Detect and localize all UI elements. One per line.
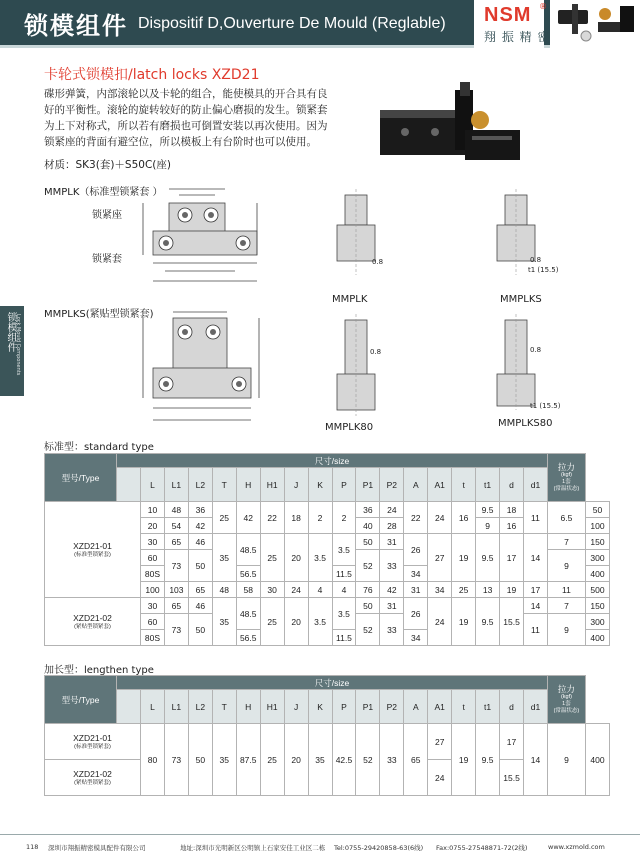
product-photo xyxy=(360,80,530,175)
table-cell: 50 xyxy=(188,724,212,796)
header-title-fr: Dispositif D,Ouverture De Mould (Reglable) xyxy=(138,15,446,32)
col-header-h1: H1 xyxy=(260,690,284,724)
table-cell: 31 xyxy=(380,598,404,614)
table-cell: 19 xyxy=(500,582,524,598)
col-header-k: K xyxy=(308,690,332,724)
force-cell: 400 xyxy=(585,630,609,646)
type-header: 型号/Type xyxy=(45,676,117,724)
table-cell: 15.5 xyxy=(500,760,524,796)
col-header-t: T xyxy=(212,690,236,724)
table-cell: 27 xyxy=(428,724,452,760)
col-header-l2: L2 xyxy=(188,468,212,502)
dim-t1-155-a: t1 (15.5) xyxy=(528,266,559,274)
table-cell: 18 xyxy=(284,502,308,534)
table-cell: 56.5 xyxy=(236,630,260,646)
dim-08-a: 0.8 xyxy=(372,258,384,266)
table-cell: 9 xyxy=(547,550,585,582)
table-cell: 36 xyxy=(188,502,212,518)
table-cell: 80S xyxy=(141,630,165,646)
table2-title: 加长型：lengthen type xyxy=(44,665,154,676)
table-cell: 9.5 xyxy=(476,598,500,646)
force-cell: 100 xyxy=(585,518,609,534)
table-cell: 25 xyxy=(260,724,284,796)
side-tab-en: Lock Mould Components xyxy=(15,314,21,376)
table-cell: 60 xyxy=(141,614,165,630)
table-row xyxy=(45,724,610,760)
table-cell: 3.5 xyxy=(308,598,332,646)
table-cell: 46 xyxy=(188,598,212,614)
registered-mark: ® xyxy=(539,2,547,11)
table-cell: 24 xyxy=(428,502,452,534)
table-cell: 80 xyxy=(141,724,165,796)
col-header-p: P xyxy=(332,468,356,502)
table-cell: 25 xyxy=(452,582,476,598)
table-cell: 24 xyxy=(380,502,404,518)
table-cell: 65 xyxy=(404,724,428,796)
material-note: 材质：SK3(套)＋S50C(座) xyxy=(44,159,171,171)
size-header: 尺寸/size xyxy=(117,454,548,468)
table-cell: 50 xyxy=(188,550,212,582)
table-cell: 14 xyxy=(524,724,548,796)
table-cell: 48.5 xyxy=(236,534,260,566)
table-cell: 73 xyxy=(164,724,188,796)
table-cell: 52 xyxy=(356,550,380,582)
col-header-h: H xyxy=(236,468,260,502)
mmplk-label: MMPLK（标准型锁紧套 ） xyxy=(44,187,163,198)
table-cell: 9 xyxy=(547,614,585,646)
table-cell: 9.5 xyxy=(476,502,500,518)
table-cell: 33 xyxy=(380,550,404,582)
callout-lock-sleeve: 锁紧套 xyxy=(92,254,122,265)
product-description: 碟形弹簧，内部滚轮以及卡轮的组合，能使模具的开合具有良好的平衡性。滚轮的旋转较好的防止偏心磨损的发生。锁紧套为上下对称式，所以若有磨损也可倒置安装以再次使用。因为锁紧座的背面有避空位，所以模板上有台阶时也可以使用。 xyxy=(44,88,328,148)
caption-mmplk80: MMPLK80 xyxy=(325,422,374,433)
section-title: 卡轮式锁模扣/latch locks XZD21 xyxy=(44,67,260,83)
blank-col-header xyxy=(117,468,141,502)
page-footer xyxy=(0,834,640,864)
table-cell: 30 xyxy=(141,598,165,614)
col-header-t: T xyxy=(212,468,236,502)
col-header-h1: H1 xyxy=(260,468,284,502)
table-cell: 11 xyxy=(524,614,548,646)
table-cell: 73 xyxy=(164,614,188,646)
table-cell: 14 xyxy=(524,598,548,614)
caption-mmplks80: MMPLKS80 xyxy=(498,418,553,429)
footer-company: 深圳市翔振精密模具配件有限公司 xyxy=(48,844,146,852)
table-cell: 60 xyxy=(141,550,165,566)
header-title-cn: 锁模组件 xyxy=(24,12,128,40)
footer-fax: Fax:0755-27548871-72(2线) xyxy=(436,844,528,852)
table-cell: 13 xyxy=(476,582,500,598)
table-cell: 42 xyxy=(380,582,404,598)
table-cell: 4 xyxy=(308,582,332,598)
col-header-p1: P1 xyxy=(356,690,380,724)
table-cell: 22 xyxy=(404,502,428,534)
table-cell: 80S xyxy=(141,566,165,582)
table-cell: 50 xyxy=(356,598,380,614)
side-category-tab[interactable] xyxy=(0,306,24,396)
table-cell: 18 xyxy=(500,502,524,518)
table-cell: 34 xyxy=(404,566,428,582)
table-cell: 33 xyxy=(380,614,404,646)
table-cell: 17 xyxy=(500,724,524,760)
table-cell: 20 xyxy=(284,598,308,646)
table-cell: 52 xyxy=(356,614,380,646)
footer-website[interactable]: www.xzmold.com xyxy=(548,843,605,851)
table-cell: 30 xyxy=(141,534,165,550)
dim-08-d: 0.8 xyxy=(530,346,542,354)
table-cell: 56.5 xyxy=(236,566,260,582)
col-header-t1: t1 xyxy=(476,468,500,502)
table-cell: 24 xyxy=(284,582,308,598)
footer-address: 地址:深圳市光明新区公明镇上石家安佳工业区二栋 xyxy=(180,844,326,852)
col-header-j: J xyxy=(284,468,308,502)
table-cell: 7 xyxy=(547,534,585,550)
table-cell: 24 xyxy=(428,760,452,796)
table-cell: 9 xyxy=(476,518,500,534)
caption-mmplk: MMPLK xyxy=(332,294,368,305)
col-header-d: d xyxy=(500,468,524,502)
table-cell: 11.5 xyxy=(332,630,356,646)
col-header-a: A xyxy=(404,690,428,724)
table-cell: 19 xyxy=(452,534,476,582)
type-header: 型号/Type xyxy=(45,454,117,502)
table-cell: 31 xyxy=(404,582,428,598)
col-header-t: t xyxy=(452,468,476,502)
mmplks-front-drawing xyxy=(135,308,265,433)
table-cell: 25 xyxy=(260,534,284,582)
table-cell: 7 xyxy=(547,598,585,614)
mmplks80-side-drawing xyxy=(485,310,545,415)
table-cell: 34 xyxy=(404,630,428,646)
col-header-p: P xyxy=(332,690,356,724)
type-cell: XZD21-02 (紧贴型锁紧套) xyxy=(45,760,141,796)
table-cell: 3.5 xyxy=(332,598,356,630)
table-cell: 26 xyxy=(404,598,428,630)
col-header-a: A xyxy=(404,468,428,502)
table-cell: 6.5 xyxy=(547,502,585,534)
type-cell: XZD21-02 (紧贴型锁紧套) xyxy=(45,598,141,646)
mmplk80-side-drawing xyxy=(325,310,385,420)
table-cell: 24 xyxy=(428,598,452,646)
table-cell: 2 xyxy=(308,502,332,534)
table-cell: 11 xyxy=(524,502,548,534)
callout-lock-seat: 锁紧座 xyxy=(92,210,122,221)
col-header-a1: A1 xyxy=(428,468,452,502)
col-header-d1: d1 xyxy=(524,468,548,502)
side-tab-cn: 锁模组件 xyxy=(5,312,16,352)
table-cell: 25 xyxy=(260,598,284,646)
force-cell: 400 xyxy=(585,566,609,582)
dim-08-b: 0.8 xyxy=(530,256,542,264)
brand-logo: NSM xyxy=(484,4,532,26)
table-cell: 50 xyxy=(356,534,380,550)
page-number: 118 xyxy=(26,843,39,851)
force-header: 拉力 (kgf) 1套 (常温状态) xyxy=(547,676,585,724)
table-cell: 40 xyxy=(356,518,380,534)
mmplks-label: MMPLKS(紧贴型锁紧套) xyxy=(44,309,154,320)
col-header-j: J xyxy=(284,690,308,724)
footer-tel: Tel:0755-29420858-63(6线) xyxy=(334,844,424,852)
table-cell: 36 xyxy=(356,502,380,518)
col-header-p2: P2 xyxy=(380,468,404,502)
table-cell: 20 xyxy=(284,534,308,582)
table-cell: 33 xyxy=(380,724,404,796)
table-cell: 22 xyxy=(260,502,284,534)
col-header-l: L xyxy=(141,468,165,502)
table-cell: 65 xyxy=(188,582,212,598)
table-cell: 58 xyxy=(236,582,260,598)
table-cell: 20 xyxy=(284,724,308,796)
table-cell: 9 xyxy=(547,724,585,796)
table-cell: 27 xyxy=(428,534,452,582)
col-header-a1: A1 xyxy=(428,690,452,724)
mmplk-front-drawing xyxy=(135,185,265,293)
col-header-t: t xyxy=(452,690,476,724)
standard-spec-table xyxy=(44,453,610,646)
col-header-t1: t1 xyxy=(476,690,500,724)
col-header-l: L xyxy=(141,690,165,724)
col-header-l1: L1 xyxy=(164,468,188,502)
table-cell: 14 xyxy=(524,534,548,582)
table-cell: 46 xyxy=(188,534,212,550)
table-cell: 42 xyxy=(236,502,260,534)
table-cell: 20 xyxy=(141,518,165,534)
col-header-h: H xyxy=(236,690,260,724)
force-cell: 300 xyxy=(585,614,609,630)
table-cell: 73 xyxy=(164,550,188,582)
table-cell: 35 xyxy=(212,598,236,646)
table-cell: 17 xyxy=(524,582,548,598)
table-cell: 76 xyxy=(356,582,380,598)
table-cell: 65 xyxy=(164,598,188,614)
lengthen-spec-table xyxy=(44,675,610,796)
type-cell: XZD21-01 (标准型锁紧套) xyxy=(45,724,141,760)
size-header: 尺寸/size xyxy=(117,676,548,690)
table-cell: 10 xyxy=(141,502,165,518)
table-cell: 34 xyxy=(428,582,452,598)
col-header-d1: d1 xyxy=(524,690,548,724)
table-cell: 31 xyxy=(380,534,404,550)
table-row xyxy=(45,502,610,518)
force-cell: 150 xyxy=(585,598,609,614)
table-cell: 48.5 xyxy=(236,598,260,630)
table-cell: 42.5 xyxy=(332,724,356,796)
table-cell: 11 xyxy=(547,582,585,598)
force-header: 拉力 (kgf) 1套 (常温状态) xyxy=(547,454,585,502)
table-cell: 87.5 xyxy=(236,724,260,796)
force-cell: 400 xyxy=(585,724,609,796)
force-cell: 500 xyxy=(585,582,609,598)
table-cell: 52 xyxy=(356,724,380,796)
table-cell: 65 xyxy=(164,534,188,550)
table-cell: 54 xyxy=(164,518,188,534)
caption-mmplks: MMPLKS xyxy=(500,294,542,305)
table-cell: 25 xyxy=(212,502,236,534)
col-header-p2: P2 xyxy=(380,690,404,724)
table-cell: 35 xyxy=(212,534,236,582)
table-cell: 30 xyxy=(260,582,284,598)
table-cell: 19 xyxy=(452,724,476,796)
type-cell: XZD21-01 (标准型锁紧套) xyxy=(45,502,141,598)
table-cell: 42 xyxy=(188,518,212,534)
force-cell: 150 xyxy=(585,534,609,550)
table-cell: 35 xyxy=(212,724,236,796)
table-cell: 4 xyxy=(332,582,356,598)
brand-logo-cn: 翔 振 精 密 xyxy=(484,30,551,44)
col-header-l2: L2 xyxy=(188,690,212,724)
force-cell: 50 xyxy=(585,502,609,518)
table-cell: 9.5 xyxy=(476,534,500,582)
table-cell: 100 xyxy=(141,582,165,598)
table-cell: 26 xyxy=(404,534,428,566)
table1-title: 标准型：standard type xyxy=(44,442,154,453)
table-cell: 28 xyxy=(380,518,404,534)
dim-08-c: 0.8 xyxy=(370,348,382,356)
dim-t1-155-b: t1 (15.5) xyxy=(530,402,561,410)
col-header-p1: P1 xyxy=(356,468,380,502)
table-cell: 103 xyxy=(164,582,188,598)
col-header-l1: L1 xyxy=(164,690,188,724)
table-cell: 3.5 xyxy=(308,534,332,582)
table-cell: 15.5 xyxy=(500,598,524,646)
table-cell: 19 xyxy=(452,598,476,646)
table-cell: 48 xyxy=(212,582,236,598)
table-cell: 16 xyxy=(500,518,524,534)
force-cell: 300 xyxy=(585,550,609,566)
table-cell: 2 xyxy=(332,502,356,534)
col-header-k: K xyxy=(308,468,332,502)
header-product-photo xyxy=(550,0,640,48)
table-cell: 11.5 xyxy=(332,566,356,582)
table-cell: 3.5 xyxy=(332,534,356,566)
table-cell: 50 xyxy=(188,614,212,646)
blank-col-header xyxy=(117,690,141,724)
table-cell: 48 xyxy=(164,502,188,518)
table-cell: 16 xyxy=(452,502,476,534)
table-cell: 17 xyxy=(500,534,524,582)
table-cell: 35 xyxy=(308,724,332,796)
table-row xyxy=(45,598,610,614)
table-cell: 9.5 xyxy=(476,724,500,796)
col-header-d: d xyxy=(500,690,524,724)
